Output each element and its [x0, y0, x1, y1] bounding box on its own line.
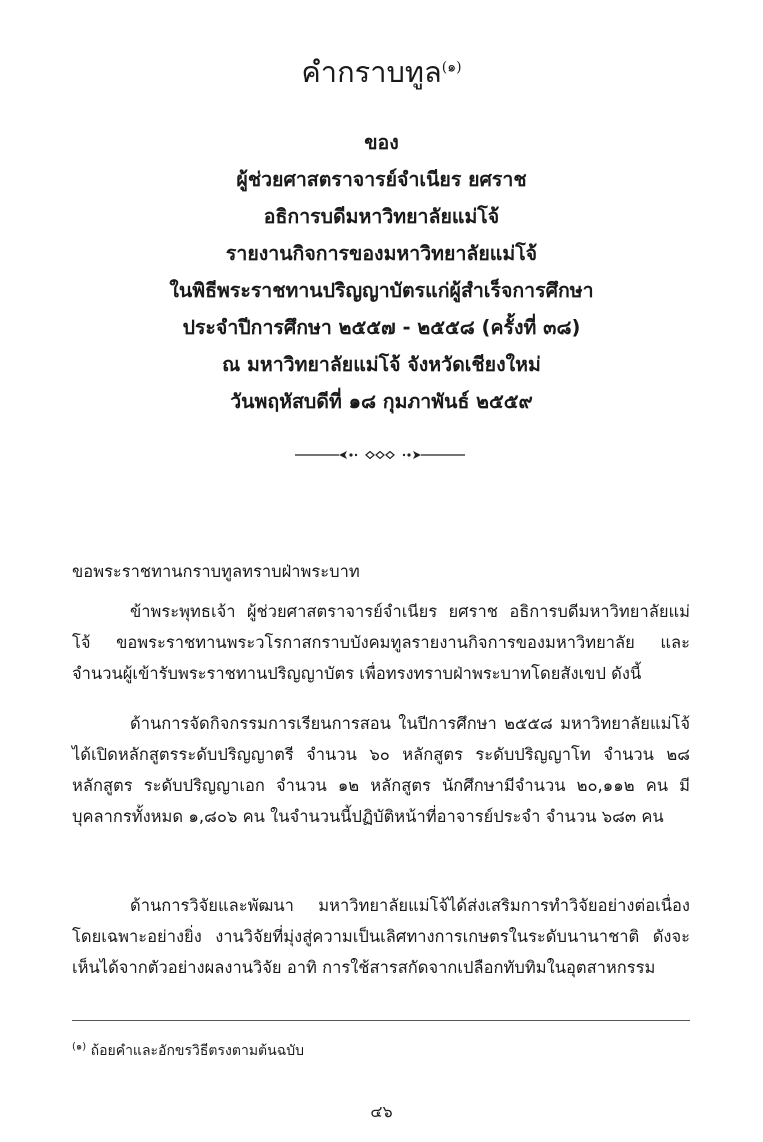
paragraph: ด้านการวิจัยและพัฒนา มหาวิทยาลัยแม่โจ้ได้ส่งเสริมการทำวิจัยอย่างต่อเนื่อง โดยเฉพาะอย่างยิ่ง งานวิจัยที่มุ่งสู่ความเป็นเลิศทางการเกษตรในระดับนานาชาติ ดังจะเห็นได้จากตัวอย่างผลงานวิจัย อาทิ การใช้สารสกัดจากเปลือกทับทิมในอุตสาหกรรม	[72, 896, 690, 977]
heading-line: ของ	[364, 131, 399, 154]
paragraph: ด้านการจัดกิจกรรมการเรียนการสอน ในปีการศึกษา ๒๕๕๘ มหาวิทยาลัยแม่โจ้ได้เปิดหลักสูตรระดับปริญญาตรี จำนวน ๖๐ หลักสูตร ระดับปริญญาโท จำนวน ๒๘ หลักสูตร ระดับปริญญาเอก จำนวน ๑๒ หลักสูตร นักศึกษามีจำนวน ๒๐,๑๑๒ คน มีบุคลากรทั้งหมด ๑,๘๐๖ คน ในจำนวนนี้ปฏิบัติหน้าที่อาจารย์ประจำ จำนวน ๖๘๓ คน	[72, 714, 690, 826]
page-title	[0, 52, 763, 92]
footnote-text: ถ้อยคำและอักขรวิธีตรงตามต้นฉบับ	[90, 1043, 305, 1059]
title-text: คำกราบทูล	[301, 55, 442, 89]
heading-line: ผู้ช่วยศาสตราจารย์จำเนียร ยศราช	[236, 168, 527, 191]
heading-line: อธิการบดีมหาวิทยาลัยแม่โจ้	[263, 205, 500, 228]
heading-block	[0, 124, 763, 420]
heading-line: วันพฤหัสบดีที่ ๑๘ กุมภาพันธ์ ๒๕๕๙	[230, 390, 533, 413]
title-footnote-marker: (๑)	[441, 59, 462, 76]
page-number: ๔๖	[370, 1102, 393, 1121]
salutation: ขอพระราชทานกราบทูลทราบฝ่าพระบาท	[72, 562, 360, 581]
heading-line: ประจำปีการศึกษา ๒๕๕๗ - ๒๕๕๘ (ครั้งที่ ๓๘)	[182, 316, 581, 339]
footnote	[72, 1040, 304, 1062]
heading-line: รายงานกิจการของมหาวิทยาลัยแม่โจ้	[225, 242, 538, 265]
paragraph: ข้าพระพุทธเจ้า ผู้ช่วยศาสตราจารย์จำเนียร ยศราช อธิการบดีมหาวิทยาลัยแม่โจ้ ขอพระราชทานพระวโรกาสกราบบังคมทูลรายงานกิจการของมหาวิทยาลัย และจำนวนผู้เข้ารับพระราชทานปริญญาบัตร เพื่อทรงทราบฝ่าพระบาทโดยสังเขป ดังนี้	[72, 602, 690, 683]
heading-line: ณ มหาวิทยาลัยแม่โจ้ จังหวัดเชียงใหม่	[222, 353, 541, 376]
footnote-divider	[72, 1020, 690, 1021]
footnote-marker: (๑)	[72, 1041, 87, 1053]
heading-line: ในพิธีพระราชทานปริญญาบัตรแก่ผู้สำเร็จการศึกษา	[169, 279, 594, 302]
ornament-divider-icon	[295, 445, 465, 465]
